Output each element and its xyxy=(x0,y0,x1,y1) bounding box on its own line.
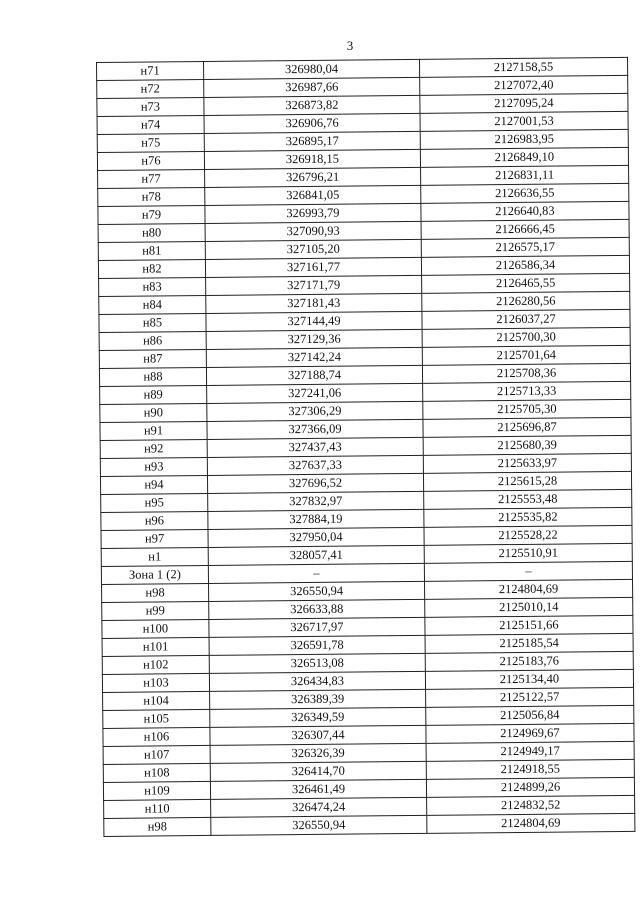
y-coordinate-cell: 2126575,17 xyxy=(421,237,629,257)
y-coordinate-cell: 2126465,55 xyxy=(422,273,630,293)
point-name-cell: н98 xyxy=(104,817,211,836)
point-name-cell: н95 xyxy=(101,493,208,512)
x-coordinate-cell: 327366,09 xyxy=(207,419,423,439)
x-coordinate-cell: 327950,04 xyxy=(208,527,424,547)
y-coordinate-cell: 2124832,52 xyxy=(427,795,635,815)
x-coordinate-cell: 326414,70 xyxy=(210,761,426,781)
y-coordinate-cell: 2126831,11 xyxy=(421,165,629,185)
x-coordinate-cell: 326389,39 xyxy=(210,689,426,709)
x-coordinate-cell: 327637,33 xyxy=(207,455,423,475)
x-coordinate-cell: 326993,79 xyxy=(205,203,421,223)
x-coordinate-cell: 326474,24 xyxy=(211,797,427,817)
x-coordinate-cell: 326513,08 xyxy=(209,653,425,673)
y-coordinate-cell: 2126037,27 xyxy=(422,309,630,329)
y-coordinate-cell: 2125134,40 xyxy=(425,669,633,689)
y-coordinate-cell: 2126640,83 xyxy=(421,201,629,221)
point-name-cell: н101 xyxy=(102,637,209,656)
y-coordinate-cell: 2124804,69 xyxy=(425,579,633,599)
x-coordinate-cell: 326841,05 xyxy=(205,185,421,205)
x-coordinate-cell: 326717,97 xyxy=(209,617,425,637)
coordinates-table xyxy=(96,57,635,837)
y-coordinate-cell: 2124969,67 xyxy=(426,723,634,743)
coordinates-table-body xyxy=(97,57,635,836)
y-coordinate-cell: 2126586,34 xyxy=(421,255,629,275)
point-name-cell: н90 xyxy=(100,403,207,422)
y-coordinate-cell: 2127158,55 xyxy=(419,57,627,77)
y-coordinate-cell: 2125633,97 xyxy=(423,453,631,473)
x-coordinate-cell: 327437,43 xyxy=(207,437,423,457)
point-name-cell: н102 xyxy=(102,655,209,674)
point-name-cell: н83 xyxy=(99,277,206,296)
point-name-cell: н104 xyxy=(103,691,210,710)
y-coordinate-cell: 2125700,30 xyxy=(422,327,630,347)
point-name-cell: н88 xyxy=(99,367,206,386)
point-name-cell: н97 xyxy=(101,529,208,548)
point-name-cell: н77 xyxy=(98,169,205,188)
y-coordinate-cell: 2125535,82 xyxy=(424,507,632,527)
y-coordinate-cell: 2125185,54 xyxy=(425,633,633,653)
table-row xyxy=(104,813,635,836)
point-name-cell: н84 xyxy=(99,295,206,314)
point-name-cell: н105 xyxy=(103,709,210,728)
x-coordinate-cell: 326906,76 xyxy=(204,113,420,133)
y-coordinate-cell: – xyxy=(424,561,632,581)
point-name-cell: н75 xyxy=(97,133,204,152)
x-coordinate-cell: 327090,93 xyxy=(205,221,421,241)
point-name-cell: н93 xyxy=(100,457,207,476)
x-coordinate-cell: 327171,79 xyxy=(206,275,422,295)
point-name-cell: н92 xyxy=(100,439,207,458)
point-name-cell: н76 xyxy=(97,151,204,170)
x-coordinate-cell: 326633,88 xyxy=(209,599,425,619)
y-coordinate-cell: 2127072,40 xyxy=(420,75,628,95)
x-coordinate-cell: 326796,21 xyxy=(205,167,421,187)
point-name-cell: н86 xyxy=(99,331,206,350)
y-coordinate-cell: 2125696,87 xyxy=(423,417,631,437)
y-coordinate-cell: 2125708,36 xyxy=(422,363,630,383)
point-name-cell: н71 xyxy=(97,61,204,80)
point-name-cell: н80 xyxy=(98,223,205,242)
x-coordinate-cell: 326895,17 xyxy=(204,131,420,151)
point-name-cell: н91 xyxy=(100,421,207,440)
x-coordinate-cell: 327832,97 xyxy=(208,491,424,511)
point-name-cell: н72 xyxy=(97,79,204,98)
x-coordinate-cell: 326987,66 xyxy=(204,77,420,97)
point-name-cell: н94 xyxy=(100,475,207,494)
x-coordinate-cell: 326349,59 xyxy=(210,707,426,727)
x-coordinate-cell: 327884,19 xyxy=(208,509,424,529)
x-coordinate-cell: 326591,78 xyxy=(209,635,425,655)
point-name-cell: н81 xyxy=(98,241,205,260)
x-coordinate-cell: 327105,20 xyxy=(205,239,421,259)
point-name-cell: н1 xyxy=(101,547,208,566)
y-coordinate-cell: 2125705,30 xyxy=(423,399,631,419)
y-coordinate-cell: 2125510,91 xyxy=(424,543,632,563)
y-coordinate-cell: 2125528,22 xyxy=(424,525,632,545)
y-coordinate-cell: 2126666,45 xyxy=(421,219,629,239)
x-coordinate-cell: 326550,94 xyxy=(209,581,425,601)
x-coordinate-cell: 326307,44 xyxy=(210,725,426,745)
y-coordinate-cell: 2125615,28 xyxy=(423,471,631,491)
y-coordinate-cell: 2125680,39 xyxy=(423,435,631,455)
y-coordinate-cell: 2125122,57 xyxy=(426,687,634,707)
point-name-cell: н108 xyxy=(103,763,210,782)
y-coordinate-cell: 2124949,17 xyxy=(426,741,634,761)
point-name-cell: н110 xyxy=(104,799,211,818)
y-coordinate-cell: 2125010,14 xyxy=(425,597,633,617)
x-coordinate-cell: 326873,82 xyxy=(204,95,420,115)
point-name-cell: н89 xyxy=(100,385,207,404)
y-coordinate-cell: 2125701,64 xyxy=(422,345,630,365)
x-coordinate-cell: 326461,49 xyxy=(210,779,426,799)
y-coordinate-cell: 2127001,53 xyxy=(420,111,628,131)
y-coordinate-cell: 2126280,56 xyxy=(422,291,630,311)
x-coordinate-cell: 327306,29 xyxy=(207,401,423,421)
point-name-cell: н79 xyxy=(98,205,205,224)
point-name-cell: Зона 1 (2) xyxy=(101,565,208,584)
point-name-cell: н103 xyxy=(102,673,209,692)
point-name-cell: н98 xyxy=(102,583,209,602)
y-coordinate-cell: 2125056,84 xyxy=(426,705,634,725)
point-name-cell: н82 xyxy=(98,259,205,278)
x-coordinate-cell: 327144,49 xyxy=(206,311,422,331)
x-coordinate-cell: 326326,39 xyxy=(210,743,426,763)
point-name-cell: н87 xyxy=(99,349,206,368)
y-coordinate-cell: 2126983,95 xyxy=(420,129,628,149)
point-name-cell: н106 xyxy=(103,727,210,746)
point-name-cell: н85 xyxy=(99,313,206,332)
x-coordinate-cell: 327696,52 xyxy=(207,473,423,493)
point-name-cell: н96 xyxy=(101,511,208,530)
point-name-cell: н109 xyxy=(103,781,210,800)
x-coordinate-cell: 327129,36 xyxy=(206,329,422,349)
x-coordinate-cell: 326550,94 xyxy=(211,815,427,835)
y-coordinate-cell: 2127095,24 xyxy=(420,93,628,113)
x-coordinate-cell: – xyxy=(208,563,424,583)
x-coordinate-cell: 328057,41 xyxy=(208,545,424,565)
y-coordinate-cell: 2125151,66 xyxy=(425,615,633,635)
point-name-cell: н99 xyxy=(102,601,209,620)
page-number: 3 xyxy=(346,38,354,53)
x-coordinate-cell: 326980,04 xyxy=(203,59,419,79)
point-name-cell: н73 xyxy=(97,97,204,116)
y-coordinate-cell: 2125183,76 xyxy=(425,651,633,671)
x-coordinate-cell: 327188,74 xyxy=(206,365,422,385)
point-name-cell: н74 xyxy=(97,115,204,134)
x-coordinate-cell: 327181,43 xyxy=(206,293,422,313)
y-coordinate-cell: 2125553,48 xyxy=(424,489,632,509)
x-coordinate-cell: 327161,77 xyxy=(205,257,421,277)
y-coordinate-cell: 2126636,55 xyxy=(421,183,629,203)
point-name-cell: н107 xyxy=(103,745,210,764)
point-name-cell: н78 xyxy=(98,187,205,206)
y-coordinate-cell: 2126849,10 xyxy=(420,147,628,167)
x-coordinate-cell: 326434,83 xyxy=(209,671,425,691)
y-coordinate-cell: 2124804,69 xyxy=(427,813,635,833)
point-name-cell: н100 xyxy=(102,619,209,638)
x-coordinate-cell: 326918,15 xyxy=(204,149,420,169)
x-coordinate-cell: 327142,24 xyxy=(206,347,422,367)
y-coordinate-cell: 2125713,33 xyxy=(423,381,631,401)
y-coordinate-cell: 2124918,55 xyxy=(426,759,634,779)
x-coordinate-cell: 327241,06 xyxy=(207,383,423,403)
y-coordinate-cell: 2124899,26 xyxy=(426,777,634,797)
